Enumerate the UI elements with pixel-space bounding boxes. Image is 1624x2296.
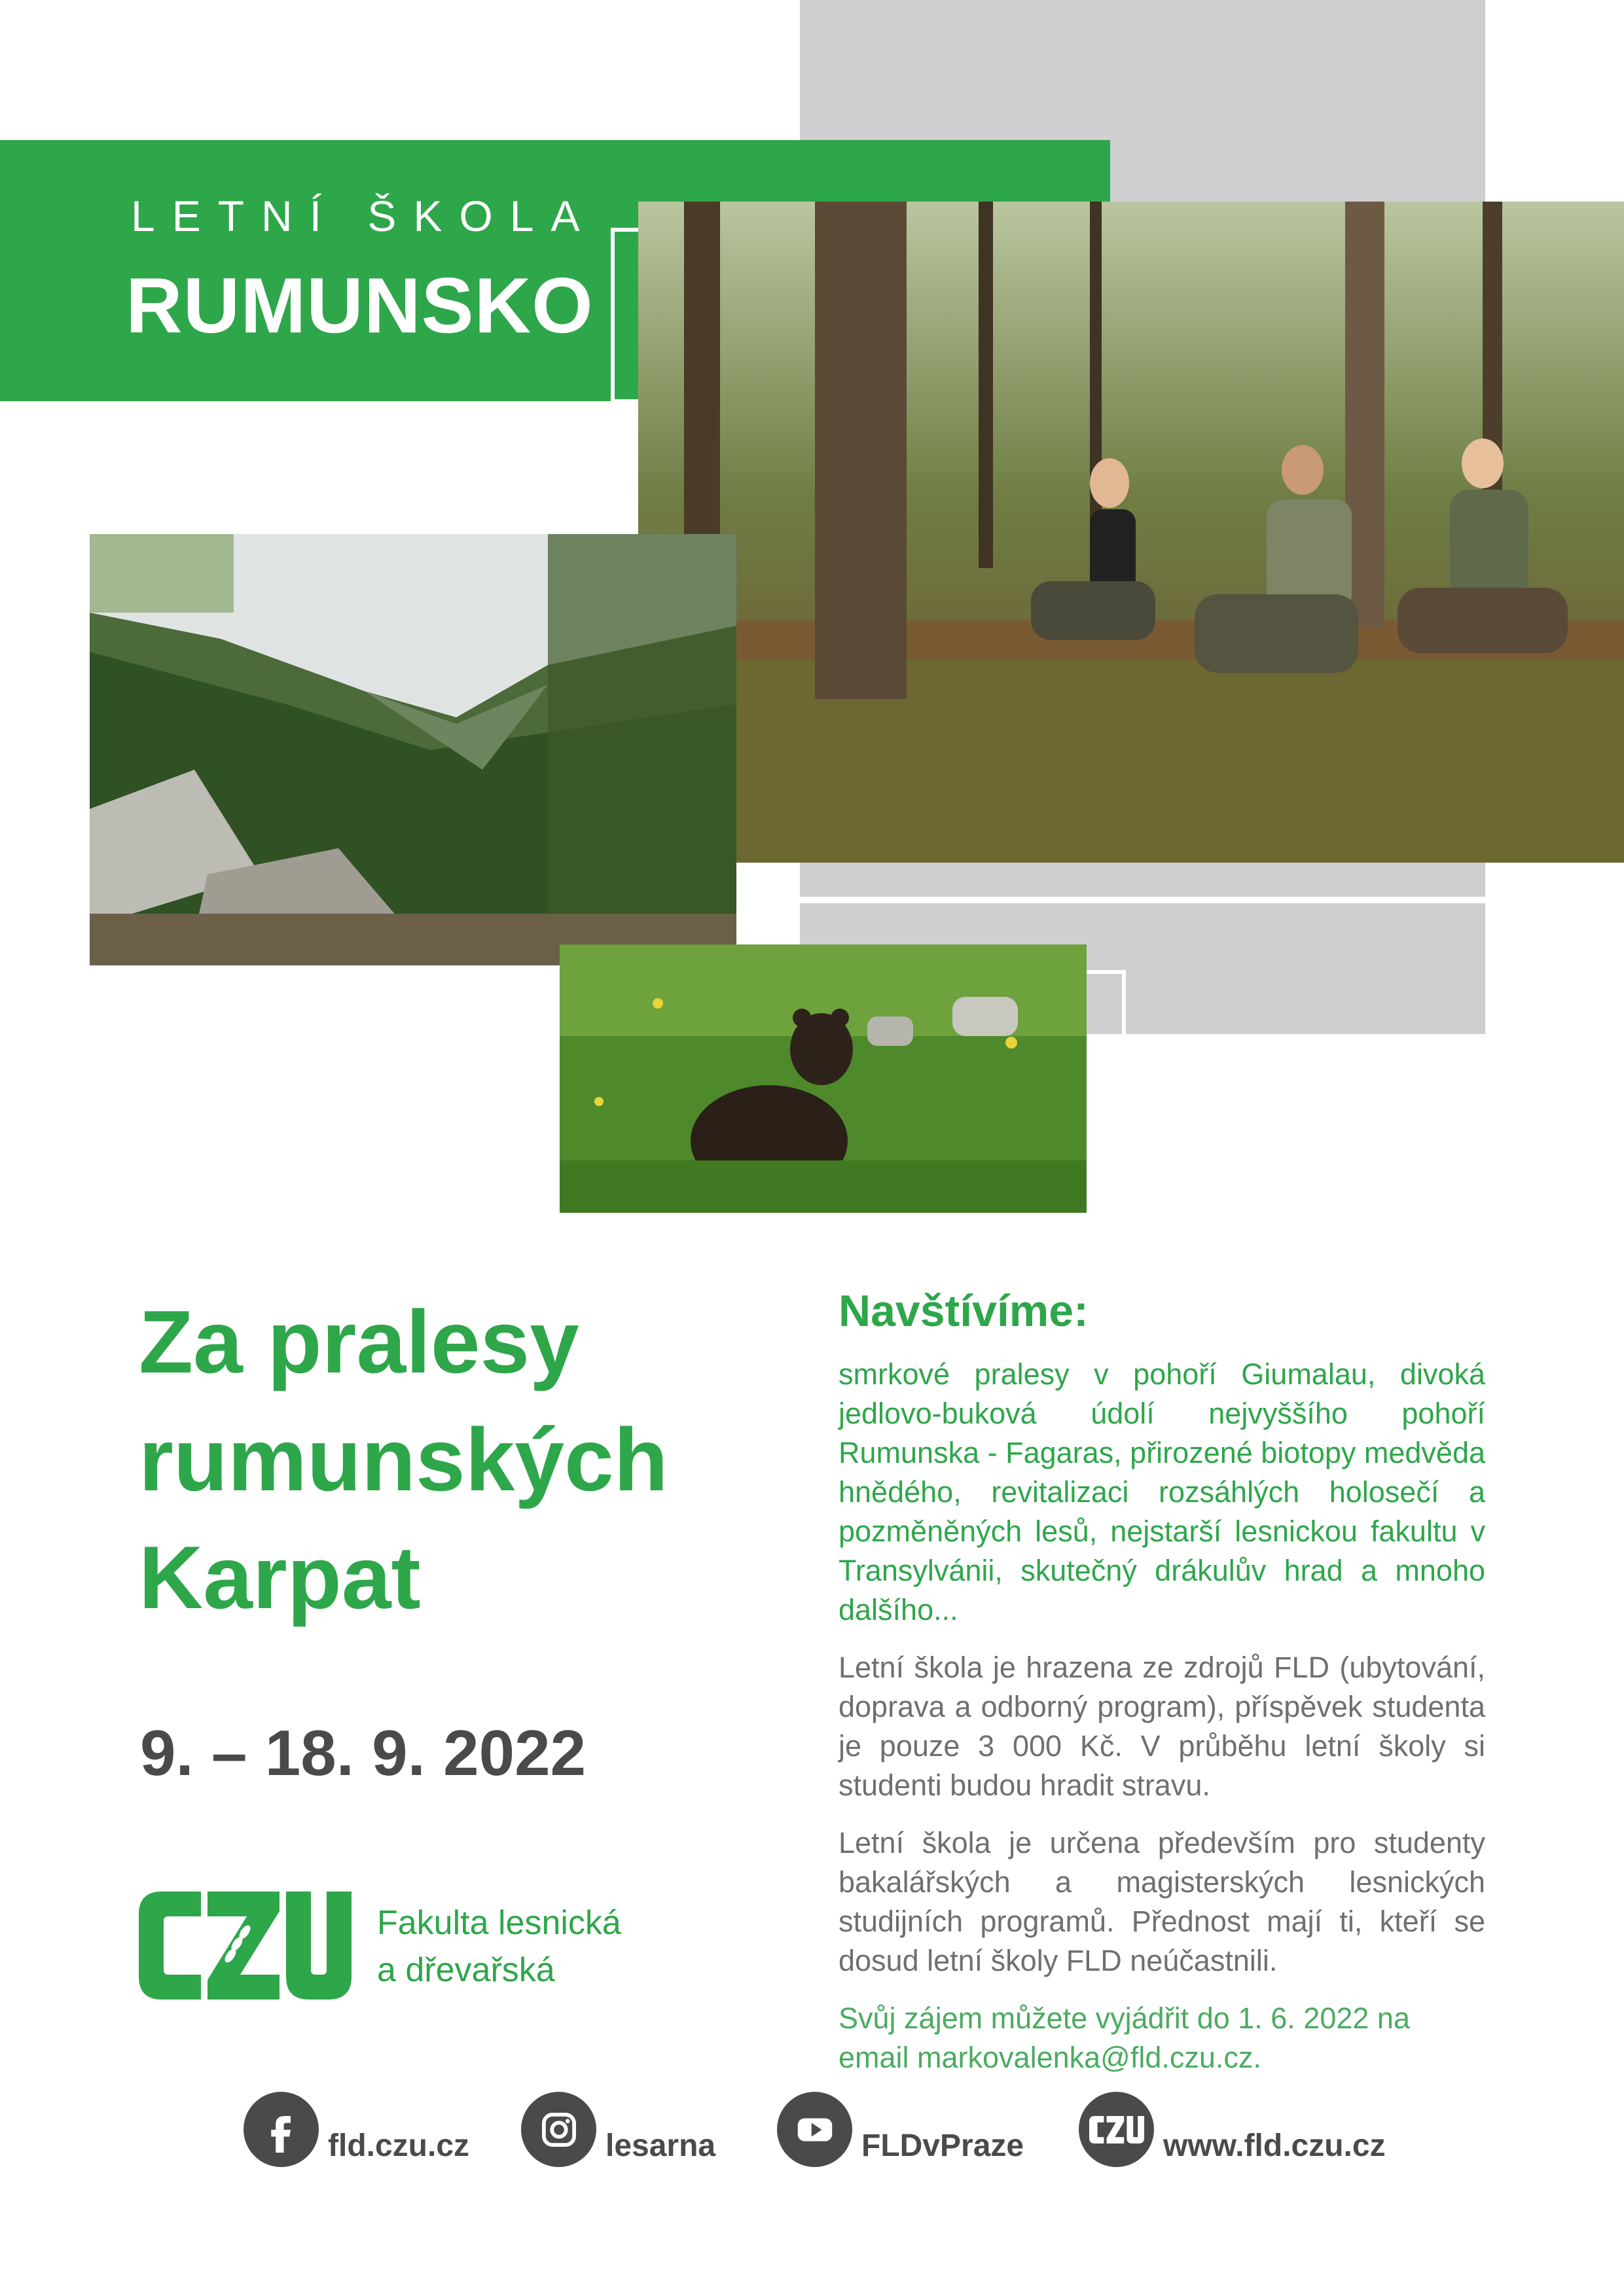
facebook-label: fld.czu.cz [328,2128,470,2163]
visit-heading: Navštívíme: [839,1286,1089,1336]
event-dates: 9. – 18. 9. 2022 [140,1717,586,1789]
czu-web-icon [1079,2092,1154,2167]
web-label: www.fld.czu.cz [1163,2128,1386,2163]
footer-facebook[interactable] [244,2092,469,2167]
faculty-name [377,1899,621,1994]
visit-text: smrkové pralesy v pohoří Giumalau, divoká jedlovo-buková údolí nejvyššího pohoří Rumunska - Fagaras, přirozené biotopy medvěda hnědého, revitalizaci rozsáhlých holosečí a pozměněných lesů, nejstarší lesnickou fakultu v Transylvánii, skutečný drákulův hrad a mnoho dalšího... [839,1357,1486,1626]
youtube-icon [777,2092,852,2167]
main-title [139,1283,793,1636]
header-title: RUMUNSKO [126,262,594,350]
facebook-icon [244,2092,319,2167]
main-title-line-2: rumunských [139,1410,668,1509]
main-title-line-1: Za pralesy [139,1292,579,1391]
footer-youtube[interactable] [777,2092,1024,2167]
funding-text: Letní škola je hrazena ze zdrojů FLD (ubytování, doprava a odborný program), příspěvek studenta je pouze 3 000 Kč. V průběhu letní školy si studenti budou hradit stravu. [839,1651,1485,1802]
info-column [839,1285,1485,2096]
instagram-label: lesarna [605,2128,716,2163]
contact-text: Svůj zájem můžete vyjádřit do 1. 6. 2022 na email markovalenka@fld.czu.cz. [839,2001,1410,2074]
footer-web[interactable] [1079,2092,1386,2167]
photo-mountain-valley [90,534,736,965]
instagram-icon [521,2092,596,2167]
main-title-line-3: Karpat [139,1528,421,1627]
footer-instagram[interactable] [521,2092,715,2167]
youtube-label: FLDvPraze [861,2128,1024,2163]
faculty-line-1: Fakulta lesnická [377,1904,621,1942]
photo-people-forest [638,202,1624,863]
photo-brown-bear [560,944,1087,1213]
target-text: Letní škola je určena především pro studenty bakalářských a magisterských lesnických studijních programů. Přednost mají ti, kteří se dosud letní školy FLD neúčastnili. [839,1826,1485,1977]
czu-logo-icon [139,1892,352,2000]
header-subtitle: LETNÍ ŠKOLA [131,192,597,240]
faculty-line-2: a dřevařská [377,1951,555,1989]
